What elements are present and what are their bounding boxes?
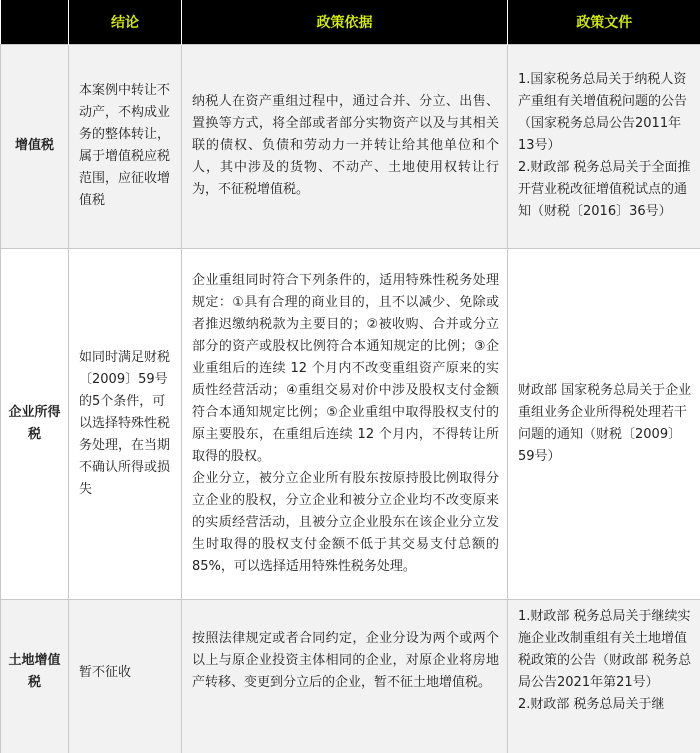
- header-policy-docs: 政策文件: [508, 0, 700, 44]
- policy-doc: 财政部 国家税务总局关于企业重组业务企业所得税处理若干问题的通知（财税〔2009〕59号）: [518, 382, 692, 464]
- tax-type-cell: 企业所得税: [1, 248, 69, 599]
- table-row: [1, 599, 700, 753]
- basis-paragraph: 企业分立，被分立企业所有股东按原持股比例取得分立企业的股权，分立企业和被分立企业均不改变原来的实质经营活动，且被分立企业股东在该企业分立发生时取得的股权支付金额不低于其交易支付总额的85%，可以选择适用特殊性税务处理。: [192, 470, 499, 574]
- basis-paragraph: 企业重组同时符合下列条件的，适用特殊性税务处理规定：①具有合理的商业目的，且不以减少、免除或者推迟缴纳税款为主要目的；②被收购、合并或分立部分的资产或股权比例符合本通知规定的比例；③企业重组后的连续 12 个月内不改变重组资产原来的实质性经营活动；④重组交易对价中涉及股权支付金额符合本通知规定比例；⑤企业重组中取得股权支付的原主要股东，在重组后连续 12 个月内，不得转让所取得的股权。: [192, 272, 499, 464]
- policy-docs-cell: [508, 599, 700, 753]
- basis-paragraph: 纳税人在资产重组过程中，通过合并、分立、出售、置换等方式，将全部或者部分实物资产以及与其相关联的债权、负债和劳动力一并转让给其他单位和个人，其中涉及的货物、不动产、土地使用权转让行为，不征税增值税。: [192, 94, 499, 197]
- table-row: [1, 248, 700, 599]
- conclusion-cell: 本案例中转让不动产，不构成业务的整体转让，属于增值税应税范围，应征收增值税: [69, 44, 182, 248]
- policy-basis-cell: [182, 44, 508, 248]
- policy-basis-cell: [182, 248, 508, 599]
- policy-docs-cell: [508, 44, 700, 248]
- policy-doc: 1.财政部 税务总局关于继续实施企业改制重组有关土地增值税政策的公告（财政部 税务总局公告2021年第21号）: [518, 608, 692, 690]
- tax-type-cell: 土地增值税: [1, 599, 69, 753]
- policy-doc: 2.财政部 税务总局关于全面推开营业税改征增值税试点的通知（财税〔2016〕36号）: [518, 160, 691, 219]
- header-tax-type: [1, 0, 69, 44]
- policy-doc: 2.财政部 税务总局关于继: [518, 696, 665, 712]
- basis-paragraph: 按照法律规定或者合同约定，企业分设为两个或两个以上与原企业投资主体相同的企业，对原企业将房地产转移、变更到分立后的企业，暂不征土地增值税。: [192, 630, 499, 690]
- header-row: [1, 0, 700, 44]
- conclusion-cell: 暂不征收: [69, 599, 182, 753]
- header-conclusion: 结论: [69, 0, 182, 44]
- policy-docs-cell: [508, 248, 700, 599]
- tax-type-cell: 增值税: [1, 44, 69, 248]
- policy-doc: 1.国家税务总局关于纳税人资产重组有关增值税问题的公告（国家税务总局公告2011年13号）: [518, 72, 688, 153]
- table-row: [1, 44, 700, 248]
- header-policy-basis: 政策依据: [182, 0, 508, 44]
- conclusion-cell: 如同时满足财税〔2009〕59号的5个条件，可以选择特殊性税务处理，在当期不确认所得或损失: [69, 248, 182, 599]
- policy-basis-cell: [182, 599, 508, 753]
